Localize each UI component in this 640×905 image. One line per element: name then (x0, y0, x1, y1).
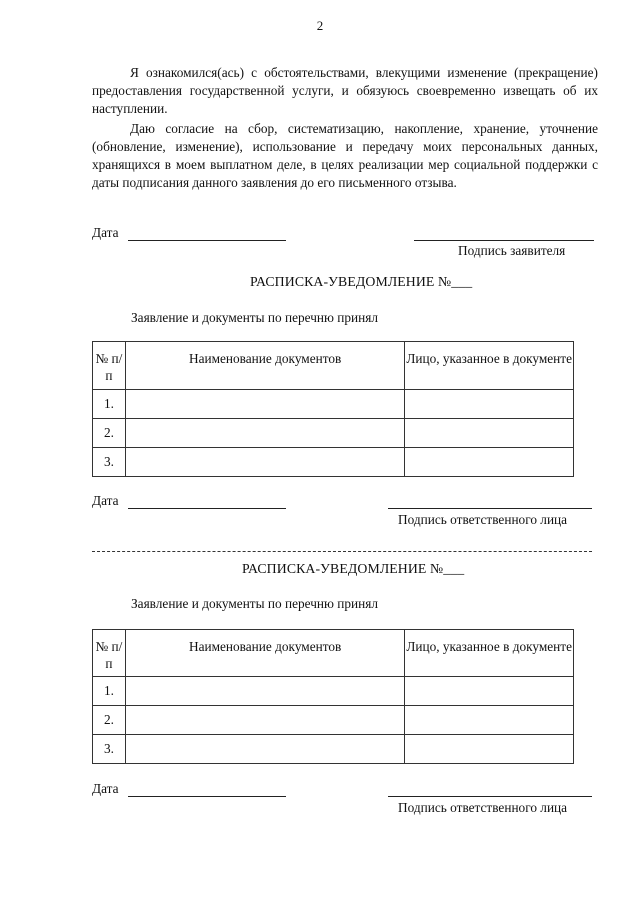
receipt-signature-label-2: Подпись ответственного лица (398, 800, 568, 815)
applicant-date-line[interactable] (128, 240, 286, 241)
documents-table-2 (92, 629, 574, 764)
document-name-cell[interactable] (125, 419, 404, 448)
consent-paragraph: Даю согласие на сбор, систематизацию, накопление, хранение, уточнение (обновление, изменение), использование и передачу моих персональных данных, хранящихся в моем выплатном деле, в целях реализации мер социальной поддержки с даты подписания данного заявления до его письменного отзыва. (92, 121, 598, 190)
table-row (93, 419, 574, 448)
col-header-documents: Наименование документов (125, 630, 404, 677)
table-row (93, 448, 574, 477)
receipt-intro-1: Заявление и документы по перечню принял (131, 310, 379, 325)
receipt-signature-label-1: Подпись ответственного лица (398, 512, 568, 527)
table-header-row (93, 630, 574, 677)
acknowledgement-paragraph: Я ознакомился(ась) с обстоятельствами, влекущими изменение (прекращение) предоставления государственной услуги, и обязуюсь своевременно извещать об их наступлении. (92, 65, 598, 116)
receipt-intro-2: Заявление и документы по перечню принял (131, 596, 379, 611)
col-header-number: № п/п (93, 630, 126, 677)
document-name-cell[interactable] (125, 677, 404, 706)
row-number: 3. (93, 735, 126, 764)
row-number: 1. (93, 677, 126, 706)
person-cell[interactable] (405, 390, 574, 419)
table-row (93, 706, 574, 735)
row-number: 2. (93, 706, 126, 735)
receipt-signature-line-2[interactable] (388, 796, 592, 797)
document-name-cell[interactable] (125, 448, 404, 477)
receipt-date-label-1: Дата (92, 493, 119, 508)
receipt-title-1: РАСПИСКА-УВЕДОМЛЕНИЕ №___ (250, 274, 473, 289)
applicant-signature-label: Подпись заявителя (458, 243, 566, 258)
person-cell[interactable] (405, 735, 574, 764)
page-number: 2 (316, 18, 324, 33)
row-number: 1. (93, 390, 126, 419)
col-header-number: № п/п (93, 342, 126, 390)
row-number: 3. (93, 448, 126, 477)
table-row (93, 735, 574, 764)
document-name-cell[interactable] (125, 390, 404, 419)
document-name-cell[interactable] (125, 706, 404, 735)
receipt-signature-line-1[interactable] (388, 508, 592, 509)
receipt-date-line-2[interactable] (128, 796, 286, 797)
table-row (93, 677, 574, 706)
applicant-date-label: Дата (92, 225, 119, 240)
receipt-title-2: РАСПИСКА-УВЕДОМЛЕНИЕ №___ (242, 561, 465, 576)
col-header-person: Лицо, указанное в документе (405, 630, 574, 677)
person-cell[interactable] (405, 448, 574, 477)
documents-table-1 (92, 341, 574, 477)
cut-line (92, 551, 592, 552)
col-header-person: Лицо, указанное в документе (405, 342, 574, 390)
row-number: 2. (93, 419, 126, 448)
document-name-cell[interactable] (125, 735, 404, 764)
applicant-signature-line[interactable] (414, 240, 594, 241)
person-cell[interactable] (405, 419, 574, 448)
table-header-row (93, 342, 574, 390)
table-row (93, 390, 574, 419)
person-cell[interactable] (405, 677, 574, 706)
col-header-documents: Наименование документов (125, 342, 404, 390)
person-cell[interactable] (405, 706, 574, 735)
receipt-date-line-1[interactable] (128, 508, 286, 509)
receipt-date-label-2: Дата (92, 781, 119, 796)
